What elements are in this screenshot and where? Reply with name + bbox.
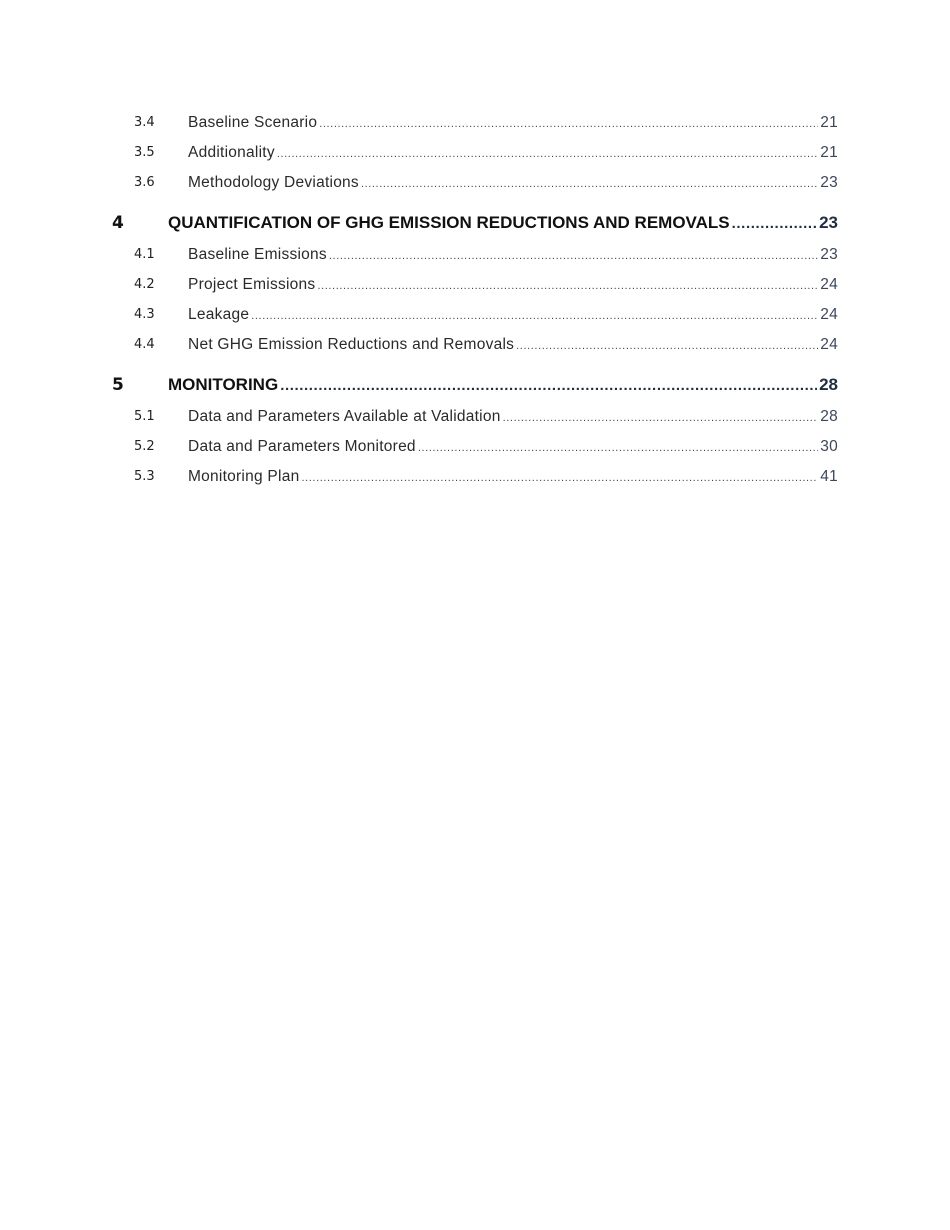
- toc-entry-3-4[interactable]: [0, 112, 950, 134]
- dot-leader: [317, 275, 818, 297]
- section-number: 5.1: [134, 409, 155, 424]
- toc-entry-4-3[interactable]: [0, 304, 950, 326]
- page-number: 28: [820, 408, 838, 425]
- dot-leader: [732, 213, 817, 235]
- toc-entry-link[interactable]: [168, 374, 838, 397]
- toc-entry-4-2[interactable]: [0, 274, 950, 296]
- page-number: 28: [819, 375, 838, 394]
- page-number: 24: [820, 336, 838, 353]
- toc-entry-link[interactable]: [188, 466, 838, 489]
- page-number: 30: [820, 438, 838, 455]
- toc-entry-link[interactable]: [188, 244, 838, 267]
- toc-entry-link[interactable]: [188, 304, 838, 327]
- dot-leader: [319, 113, 818, 135]
- section-number: 5.2: [134, 439, 155, 454]
- toc-entry-5-2[interactable]: [0, 436, 950, 458]
- dot-leader: [277, 143, 818, 165]
- section-title: Project Emissions: [188, 276, 316, 293]
- page-number: 24: [820, 276, 838, 293]
- toc-entry-link[interactable]: [188, 142, 838, 165]
- section-number: 4: [112, 213, 124, 233]
- page-number: 21: [820, 114, 838, 131]
- section-title: Data and Parameters Monitored: [188, 438, 416, 455]
- toc-entry-3-6[interactable]: [0, 172, 950, 194]
- toc-entry-link[interactable]: [168, 212, 838, 235]
- toc-entry-link[interactable]: [188, 112, 838, 135]
- dot-leader: [516, 335, 818, 357]
- section-title: Additionality: [188, 144, 275, 161]
- page-number: 23: [820, 174, 838, 191]
- toc-entry-4-4[interactable]: [0, 334, 950, 356]
- toc-entry-link[interactable]: [188, 334, 838, 357]
- dot-leader: [329, 245, 818, 267]
- section-number: 4.1: [134, 247, 155, 262]
- page-number: 24: [820, 306, 838, 323]
- toc-entry-5[interactable]: [0, 374, 950, 396]
- page-number: 23: [820, 246, 838, 263]
- section-title: Net GHG Emission Reductions and Removals: [188, 336, 515, 353]
- toc-entry-4-1[interactable]: [0, 244, 950, 266]
- toc-entry-3-5[interactable]: [0, 142, 950, 164]
- section-title: Monitoring Plan: [188, 468, 300, 485]
- section-title: MONITORING: [168, 375, 279, 394]
- section-title: Data and Parameters Available at Validation: [188, 408, 501, 425]
- section-title: Methodology Deviations: [188, 174, 359, 191]
- toc-entry-link[interactable]: [188, 274, 838, 297]
- section-number: 4.4: [134, 337, 155, 352]
- section-number: 3.5: [134, 145, 155, 160]
- section-number: 4.2: [134, 277, 155, 292]
- section-title: Baseline Emissions: [188, 246, 327, 263]
- section-title: QUANTIFICATION OF GHG EMISSION REDUCTIONS AND REMOVALS: [168, 213, 730, 232]
- toc-entry-5-1[interactable]: [0, 406, 950, 428]
- section-number: 4.3: [134, 307, 155, 322]
- dot-leader: [503, 407, 819, 429]
- section-number: 5: [112, 375, 124, 395]
- toc-entry-4[interactable]: [0, 212, 950, 234]
- section-title: Leakage: [188, 306, 250, 323]
- section-number: 3.6: [134, 175, 155, 190]
- toc-entry-link[interactable]: [188, 436, 838, 459]
- page-number: 41: [820, 468, 838, 485]
- toc-entry-link[interactable]: [188, 172, 838, 195]
- dot-leader: [251, 305, 818, 327]
- page-number: 21: [820, 144, 838, 161]
- section-number: 3.4: [134, 115, 155, 130]
- page-number: 23: [819, 213, 838, 232]
- toc-entry-5-3[interactable]: [0, 466, 950, 488]
- section-title: Baseline Scenario: [188, 114, 318, 131]
- dot-leader: [280, 375, 817, 397]
- dot-leader: [361, 173, 818, 195]
- dot-leader: [301, 467, 818, 489]
- dot-leader: [418, 437, 818, 459]
- section-number: 5.3: [134, 469, 155, 484]
- toc-entry-link[interactable]: [188, 406, 838, 429]
